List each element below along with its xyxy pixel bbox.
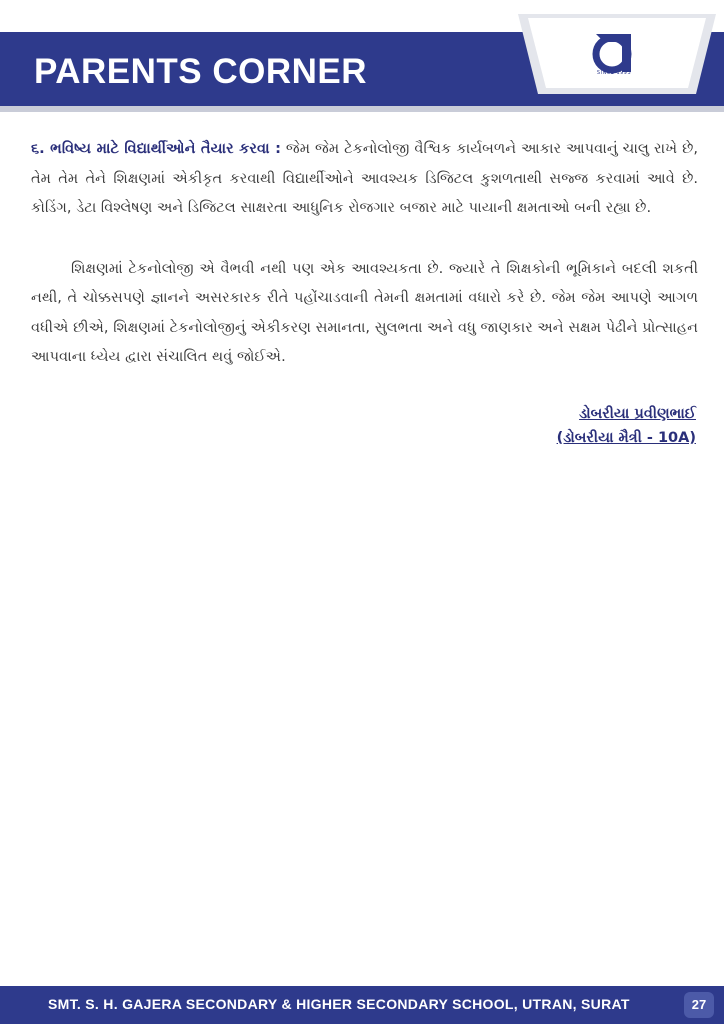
page-title: PARENTS CORNER — [34, 52, 368, 91]
section-heading: ૬. ભવિષ્ય માટે વિદ્યાર્થીઓને તૈયાર કરવા : — [31, 140, 281, 157]
paragraph-1-text: જેમ જેમ ટેકનોલોજી વૈશ્વિક કાર્યબળને આકાર આપવાનું ચાલુ રાખે છે, તેમ તેમ તેને શિક્ષણમાં એકીકૃત કરવાથી વિદ્યાર્થીઓને આવશ્યક ડિજિટલ કુશળતાથી સજ્જ કરવામાં આવે છે. કોડિંગ, ડેટા વિશ્લેષણ અને ડિજિટલ સાક્ષરતા આધુનિક રોજગાર બજાર માટે પાયાની ક્ષમતાઓ બની રહ્યા છે. — [31, 140, 698, 216]
signature-relation: (ડોબરીયા મૈત્રી - 10A) — [556, 430, 696, 446]
page-number-badge: 27 — [684, 992, 714, 1018]
footer-school-name: SMT. S. H. GAJERA SECONDARY & HIGHER SECONDARY SCHOOL, UTRAN, SURAT — [48, 996, 630, 1012]
signature-name: ડોબરીયા પ્રવીણભાઈ — [579, 406, 696, 422]
signature-block — [557, 402, 696, 450]
header-shadow — [0, 106, 724, 112]
article-body — [31, 134, 698, 372]
paragraph-2: શિક્ષણમાં ટેકનોલોજી એ વૈભવી નથી પણ એક આવશ્યકતા છે. જ્યારે તે શિક્ષકોની ભૂમિકાને બદલી શકતી નથી, તે ચોક્કસપણે જ્ઞાનને અસરકારક રીતે પહોંચાડવાની તેમની ક્ષમતામાં વધારો કરે છે. જેમ જેમ આપણે આગળ વધીએ છીએ, શિક્ષણમાં ટેકનોલોજીનું એકીકરણ સમાનતા, સુલભતા અને વધુ જાણકાર અને સક્ષમ પેઢીને પ્રોત્સાહન આપવાના ધ્યેય દ્વારા સંચાલિત થવું જોઈએ. — [31, 259, 698, 365]
logo-since-text: SINCE 1993 — [596, 70, 632, 76]
paragraph-1 — [31, 134, 698, 223]
